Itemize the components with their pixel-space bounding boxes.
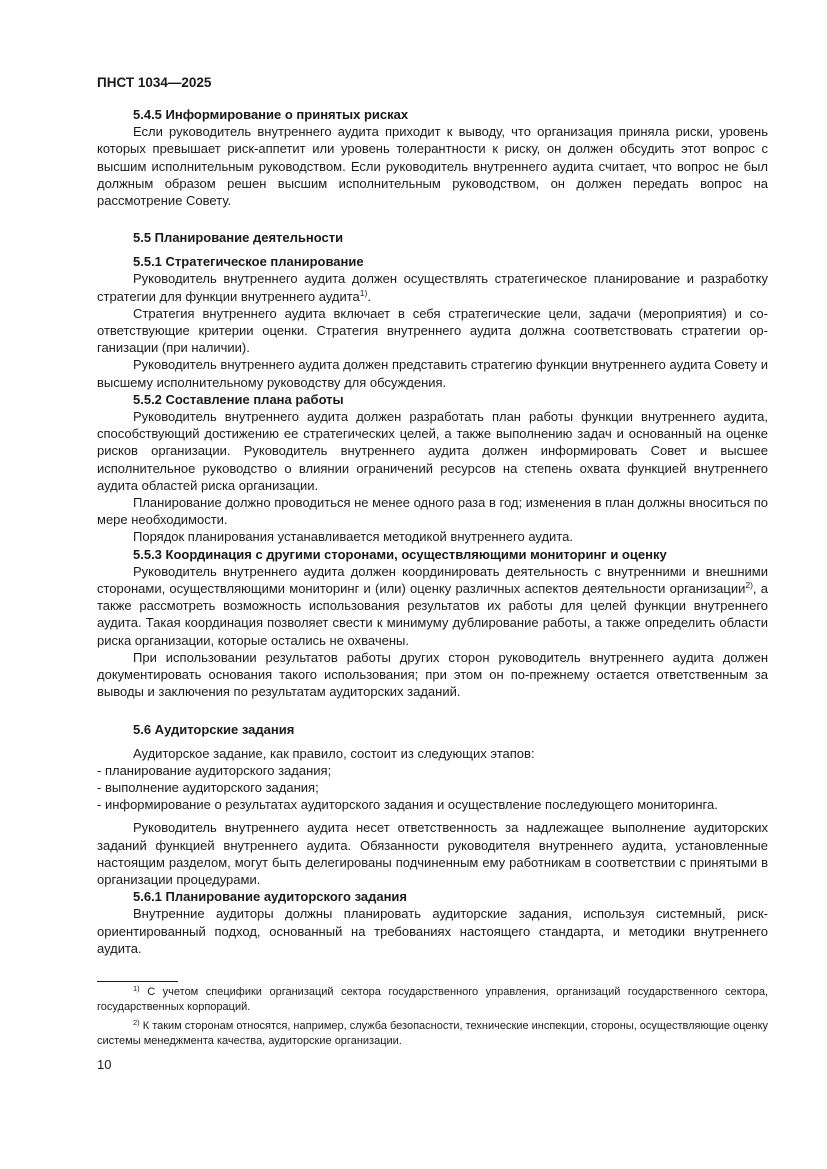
section-5-4-5 bbox=[97, 106, 768, 209]
footnote-2: $^{2)}$ К таким сторонам относятся, например, служба безопасности, технические инспекции, стороны, осуществляющие оценку системы менеджмента качества, аудиторские организации. bbox=[97, 1018, 769, 1047]
paragraph-5-5-2-3: Порядок планирования устанавливается методикой внутреннего аудита. bbox=[133, 529, 573, 545]
footnote-ref-1[interactable]: 1) bbox=[359, 287, 368, 298]
paragraph-5-4-5-1: Если руководитель внутреннего аудита приходит к выводу, что организация приняла риски, уровень которых превышает риск-аппетит или уровень толерантности к риску, он должен обсудить этот вопрос с высшим исполнительным руководством. Если руководитель внутреннего аудита считает, что вопрос не был должным образом решен высшим исполнительным руководством, он должен передать вопрос на рассмотрение Совету. bbox=[97, 124, 768, 209]
footnote-separator bbox=[97, 981, 178, 982]
heading-5-6-1: 5.6.1 Планирование аудиторского задания bbox=[133, 889, 408, 905]
heading-5-5-3: 5.5.3 Координация с другими сторонами, осуществляющими мониторинг и оценку bbox=[133, 546, 667, 562]
list-item: - выполнение аудиторского задания; bbox=[97, 779, 319, 795]
section-5-5-2 bbox=[97, 391, 768, 546]
list-item: - информирование о результатах аудиторского задания и осуществление последующего мониторинга. bbox=[97, 797, 718, 813]
footnote-ref-2[interactable]: 2) bbox=[745, 580, 753, 591]
paragraph-5-5-3-2: При использовании результатов работы других сторон руководитель внутреннего аудита должен документировать основания такого использования; при этом он по-прежнему остается ответственным за выводы и заключения по результатам аудиторских заданий. bbox=[97, 649, 768, 700]
document-id: ПНСТ 1034—2025 bbox=[97, 75, 212, 90]
heading-5-6: 5.6 Аудиторские задания bbox=[133, 721, 295, 737]
heading-5-4-5: 5.4.5 Информирование о принятых рисках bbox=[133, 107, 409, 122]
paragraph-5-5-1-1: Руководитель внутреннего аудита должен осуществлять стратегическое планирование и разработку стратегии для функции внутреннего аудита$^{1)}$. bbox=[97, 271, 768, 304]
section-5-5-1 bbox=[97, 253, 768, 391]
section-5-6 bbox=[97, 721, 768, 889]
paragraph-5-5-1-3: Руководитель внутреннего аудита должен представить стратегию функции внутреннего аудита Совету и высшему исполнительному руководству для обсуждения. bbox=[97, 357, 768, 390]
paragraph-5-5-2-2: Планирование должно проводиться не менее одного раза в год; изменения в план должны вноситься по мере необходимости. bbox=[97, 495, 768, 528]
paragraph-5-6-2: Руководитель внутреннего аудита несет ответственность за надлежащее выполнение аудиторских заданий функцией внутреннего аудита. Обязанности руководителя внутреннего аудита, установленные настоящим разделом, могут быть делегированы подчиненным ему работникам в соответствии с принятыми в организации процедурами. bbox=[97, 820, 768, 887]
heading-5-5: 5.5 Планирование деятельности bbox=[133, 230, 344, 246]
paragraph-5-5-3-1: Руководитель внутреннего аудита должен координировать деятельность с внутренними и внешними сторонами, осуществляющими мониторинг и (или) оценку различных аспектов деятельности организации$^{2)}$, а также рассмотреть возможность использования результатов их работы для целей функции внутреннего аудита. Такая координация позволяет свести к минимуму дублирование работы, а также определить области риска организации, которые остались не охвачены. bbox=[97, 563, 768, 648]
paragraph-5-5-2-1: Руководитель внутреннего аудита должен разработать план работы функции внутреннего аудита, способствующий достижению ее стратегических целей, а также выполнению задач и основанный на оценке рисков организации. Руководитель внутреннего аудита должен информировать Совет и высшее исполнительное руководство о влиянии ограничений ресурсов на степень охвата функцией внутреннего аудита областей риска организации. bbox=[97, 409, 768, 493]
page-body bbox=[97, 74, 768, 957]
section-5-5-3 bbox=[97, 546, 768, 701]
paragraph-5-6-intro: Аудиторское задание, как правило, состоит из следующих этапов: bbox=[133, 745, 535, 761]
heading-5-5-1: 5.5.1 Стратегическое планирование bbox=[133, 254, 364, 270]
page-number: 10 bbox=[97, 1057, 112, 1072]
list-item: - планирование аудиторского задания; bbox=[97, 762, 332, 778]
paragraph-5-6-1-1: Внутренние аудиторы должны планировать аудиторские задания, используя системный, риск-ориентированный подход, основанный на требованиях настоящего стандарта, и методики внутреннего аудита. bbox=[97, 906, 768, 956]
section-5-6-1 bbox=[97, 888, 768, 957]
footnotes bbox=[97, 985, 768, 1053]
heading-5-5-2: 5.5.2 Составление плана работы bbox=[133, 391, 344, 407]
footnote-1: $^{1)}$ С учетом специфики организаций сектора государственного управления, организаций государственного сектора, государственных корпораций. bbox=[97, 984, 768, 1013]
paragraph-5-5-1-2: Стратегия внутреннего аудита включает в себя стратегические цели, задачи (мероприятия) и соответствующие критерии оценки. Стратегия внутреннего аудита должна соответствовать стратегии организации (при наличии). bbox=[97, 305, 768, 356]
